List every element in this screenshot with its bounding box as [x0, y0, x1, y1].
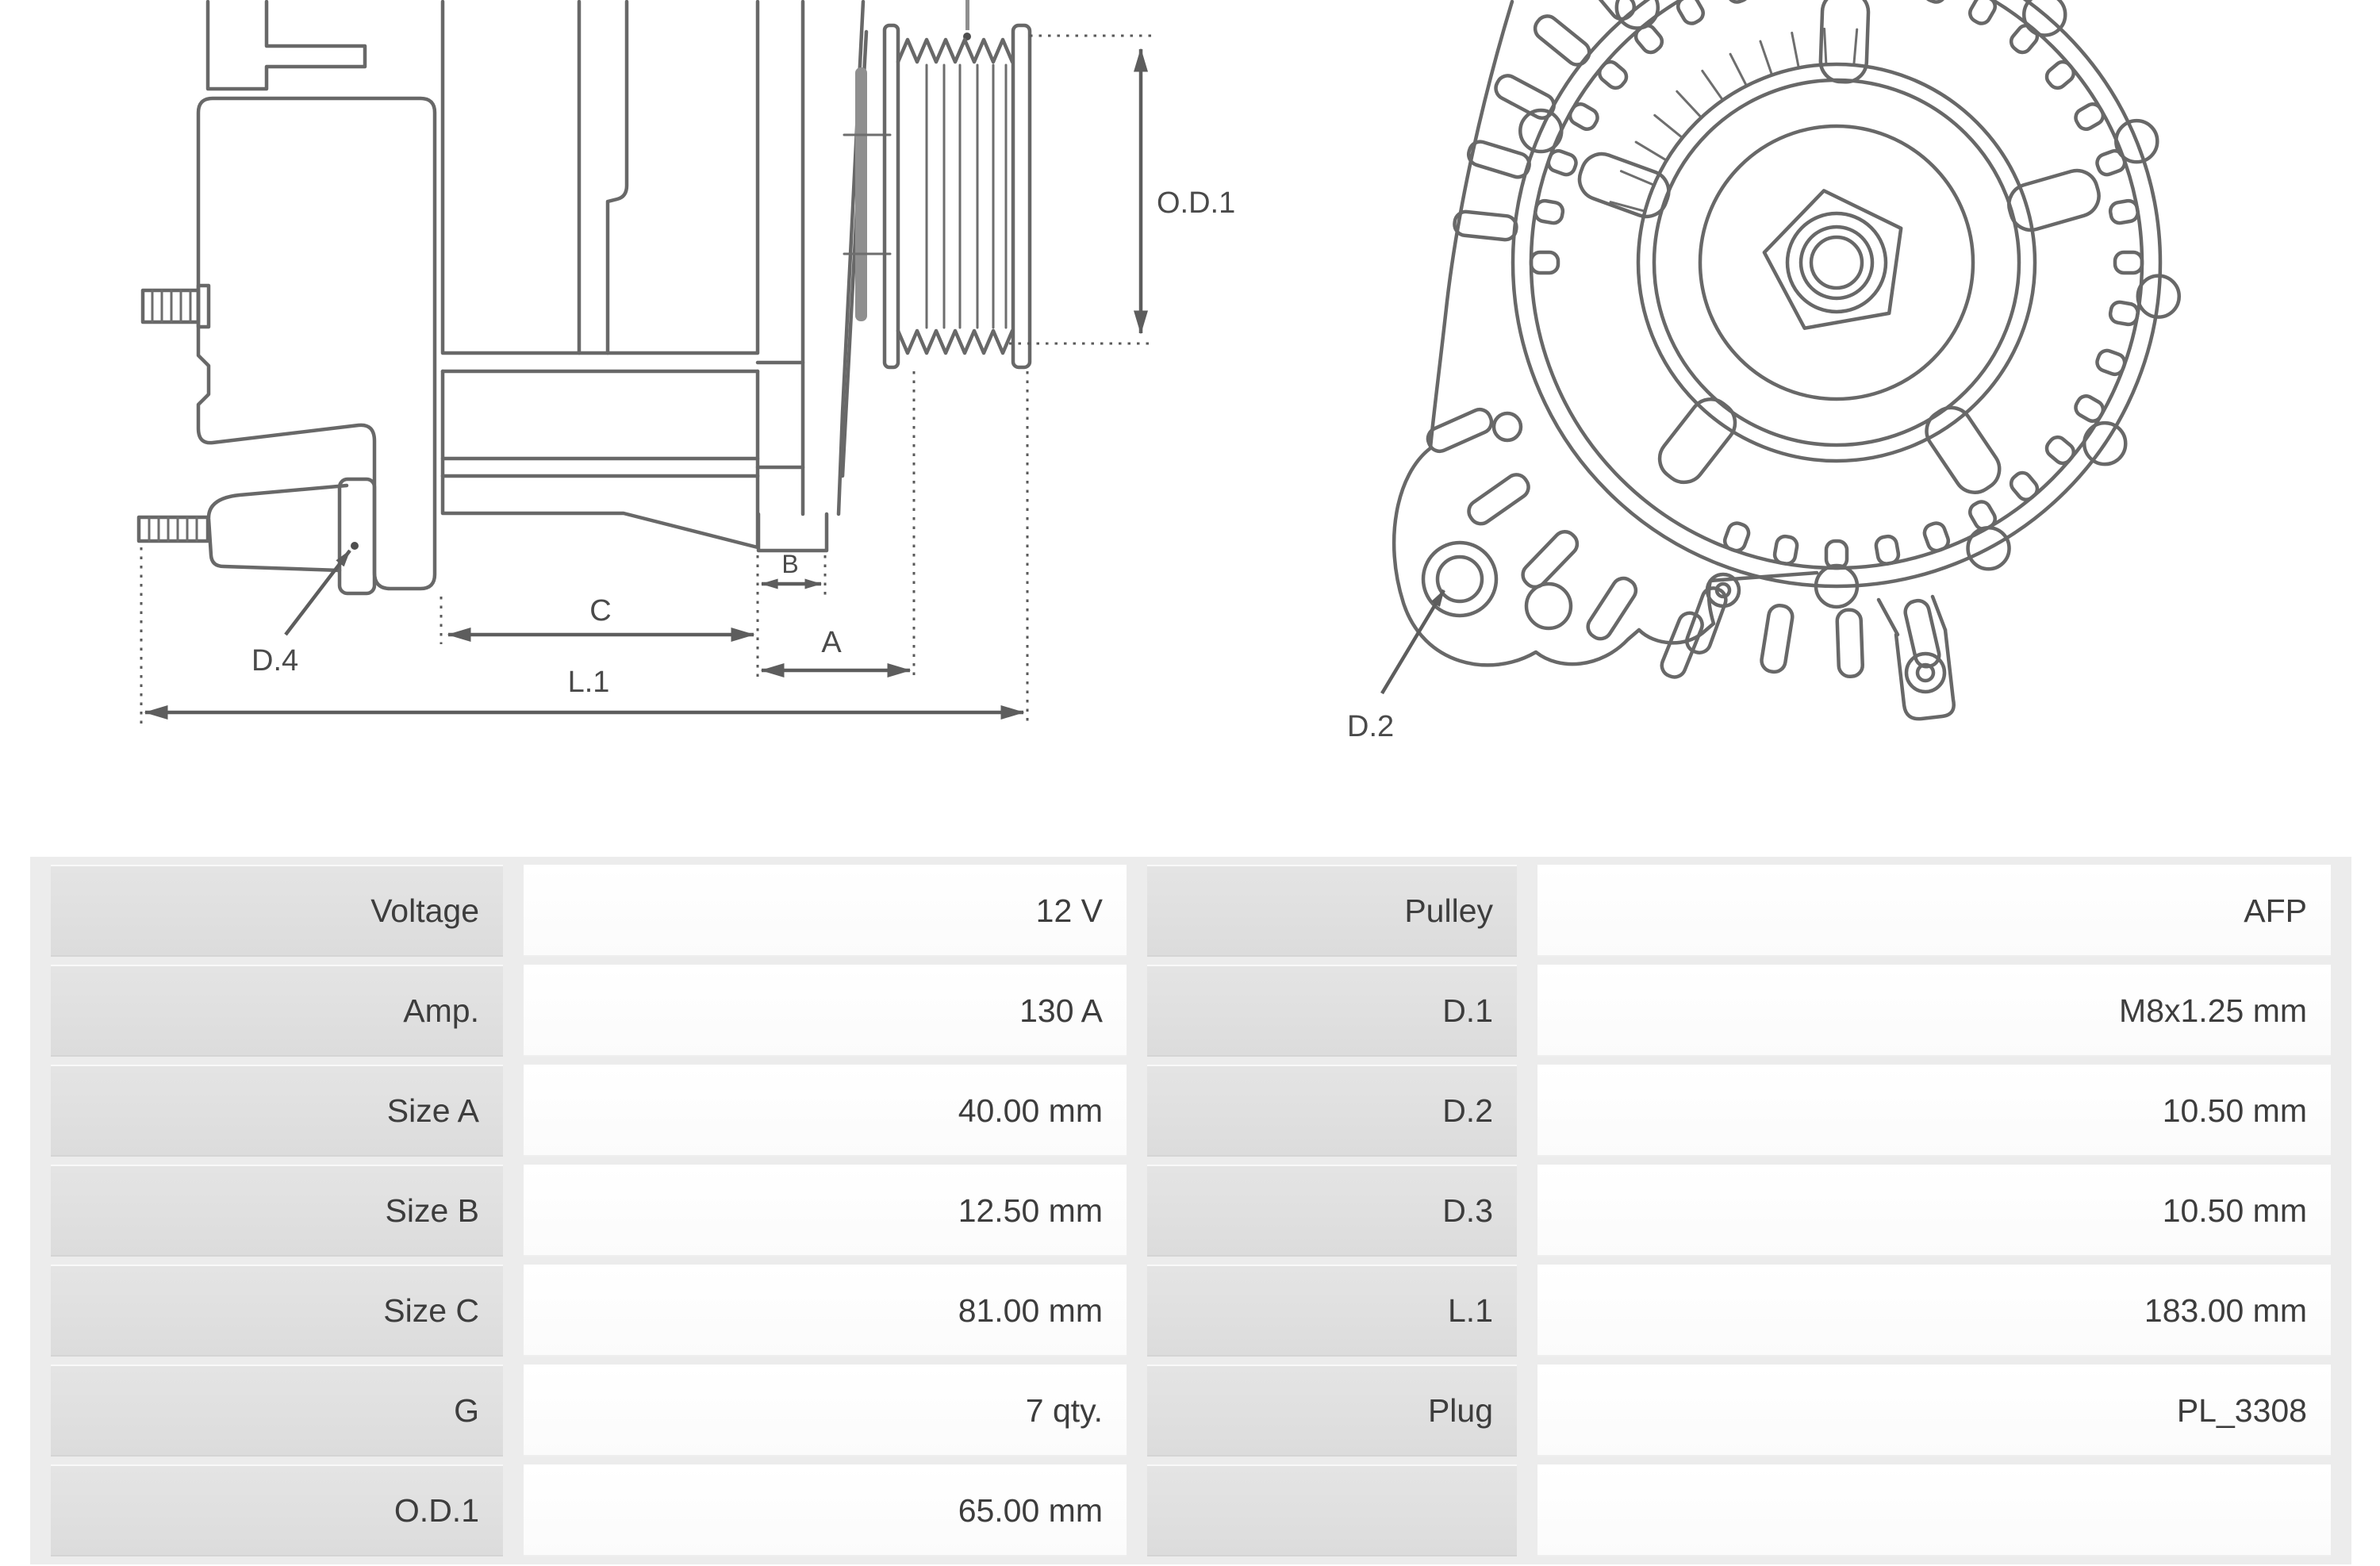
- small-hole-left: [1494, 413, 1521, 440]
- dim-label-l1: L.1: [567, 666, 610, 699]
- rim-tooth: [2008, 22, 2041, 56]
- rim-tooth: [1675, 0, 1706, 27]
- rim-tooth: [2044, 59, 2078, 92]
- spec-row: [51, 1165, 2331, 1257]
- pulley-spoke: [1820, 0, 1869, 83]
- mount-hole-d2-inner: [1438, 557, 1482, 601]
- dim-label-d2: D.2: [1347, 710, 1395, 743]
- spec-label-left-5: G: [51, 1364, 503, 1457]
- bracket-vent-slots: [1424, 0, 1941, 681]
- rim-tooth: [1722, 0, 1751, 5]
- rim-tooth: [1922, 0, 1951, 5]
- spec-label-right-4: L.1: [1147, 1265, 1517, 1357]
- rim-tooth: [1596, 59, 1630, 92]
- spec-label-left-4: Size C: [51, 1265, 503, 1357]
- spec-row: [51, 1265, 2331, 1357]
- spec-value-left-4: 81.00 mm: [524, 1265, 1127, 1357]
- rim-tooth: [1534, 199, 1564, 225]
- rim-tooth: [1875, 535, 1900, 565]
- spec-label-right-0: Pulley: [1147, 865, 1517, 957]
- spec-row: [51, 865, 2331, 957]
- vent-slot: [1659, 610, 1706, 681]
- vent-slot: [1492, 72, 1558, 122]
- rim-tooth: [2072, 101, 2106, 132]
- d4-leader-line: [286, 551, 350, 635]
- spec-row: [51, 965, 2331, 1057]
- pulley-front-inner: [1700, 126, 1973, 399]
- rim-tooth: [1967, 0, 1998, 27]
- rim-tooth: [2115, 252, 2142, 273]
- rim-scallops: [1520, 0, 2178, 607]
- spec-label-right-2: D.2: [1147, 1065, 1517, 1157]
- stator-fin-tick: [1636, 142, 1665, 159]
- spec-value-right-5: PL_3308: [1537, 1364, 2331, 1457]
- pulley-front-outer: [1638, 64, 2035, 461]
- spec-value-left-6: 65.00 mm: [524, 1464, 1127, 1556]
- pulley-spoke: [1574, 148, 1675, 222]
- spec-value-left-2: 40.00 mm: [524, 1065, 1127, 1157]
- spec-label-left-0: Voltage: [51, 865, 503, 957]
- stator-fin-tick: [1621, 171, 1653, 185]
- extension-lines: [141, 36, 1152, 724]
- dim-label-d4: D.4: [251, 644, 299, 677]
- rear-housing-outline: [198, 98, 435, 589]
- stator-body-outline: [443, 2, 803, 547]
- dim-label-a: A: [821, 626, 842, 659]
- rim-tooth: [2044, 434, 2078, 467]
- mounting-ear-outline: [209, 486, 347, 570]
- stator-fin-tick: [1730, 54, 1746, 84]
- vent-slot: [1583, 574, 1640, 643]
- vent-slot: [1453, 210, 1518, 240]
- connector-outline: [208, 2, 365, 89]
- specs-table: [30, 857, 2351, 1564]
- rim-tooth: [2109, 199, 2139, 225]
- shaft-nut: [1764, 190, 1901, 328]
- alternator-front-view-drawing: [1347, 0, 2179, 743]
- vent-slot: [1760, 604, 1795, 674]
- rim-tooth: [2072, 393, 2106, 424]
- shaft-centerline: [965, 0, 969, 30]
- pulley-spoke: [1652, 391, 1744, 491]
- vent-slot: [1464, 470, 1533, 528]
- stator-fin-tick: [1825, 29, 1826, 63]
- mount-hole-2: [1526, 584, 1571, 628]
- pulley-groove-bottom: [898, 331, 1012, 353]
- spec-row: [51, 1065, 2331, 1157]
- spec-label-left-3: Size B: [51, 1165, 503, 1257]
- terminal-stud-bottom: [139, 517, 208, 541]
- rim-tooth: [1922, 520, 1951, 553]
- rim-tooth: [2109, 301, 2139, 326]
- mounting-boss: [340, 479, 374, 593]
- spec-value-left-5: 7 qty.: [524, 1364, 1127, 1457]
- spec-label-left-2: Size A: [51, 1065, 503, 1157]
- vent-slot: [1837, 609, 1863, 677]
- rim-tooth: [2094, 148, 2127, 177]
- shaft-rod: [855, 67, 867, 321]
- rim-tooth: [1567, 101, 1600, 132]
- stator-fin-tick: [1792, 33, 1798, 66]
- pulley-spoke: [2004, 166, 2104, 235]
- d2-leader-line: [1382, 590, 1444, 693]
- terminal-stud-top: [143, 286, 209, 327]
- spec-label-left-6: O.D.1: [51, 1464, 503, 1556]
- stator-fin-tick: [1677, 91, 1700, 116]
- stator-fin-tick: [1655, 115, 1681, 136]
- spec-label-right-6: [1147, 1464, 1517, 1556]
- spec-value-right-1: M8x1.25 mm: [1537, 965, 2331, 1057]
- stator-fin-tick: [1854, 29, 1857, 63]
- rim-tooth: [2094, 348, 2127, 377]
- stator-fin-tick: [1702, 71, 1722, 98]
- pulley-groove-top: [898, 40, 1012, 62]
- spec-row: [51, 1464, 2331, 1556]
- rim-tooth: [1546, 148, 1579, 177]
- spec-row: [51, 1364, 2331, 1457]
- spec-label-right-3: D.3: [1147, 1165, 1517, 1257]
- spec-value-left-0: 12 V: [524, 865, 1127, 957]
- specs-section: [30, 857, 2351, 1564]
- pulley-front-mid: [1654, 80, 2019, 445]
- rim-tooth: [1722, 520, 1751, 553]
- rim-scallop: [1617, 0, 1658, 28]
- dim-label-c: C: [589, 594, 612, 628]
- d4-leader-dot: [351, 542, 359, 550]
- spec-value-right-2: 10.50 mm: [1537, 1065, 2331, 1157]
- pulley-side-outline: [885, 25, 1030, 367]
- spec-value-right-6: [1537, 1464, 2331, 1556]
- spec-value-left-1: 130 A: [524, 965, 1127, 1057]
- rim-tooth: [1531, 252, 1558, 273]
- vent-slot: [1530, 12, 1593, 69]
- rim-tooth: [1773, 535, 1798, 565]
- spec-label-right-1: D.1: [1147, 965, 1517, 1057]
- spec-value-right-3: 10.50 mm: [1537, 1165, 2331, 1257]
- rim-tooth: [2008, 470, 2041, 504]
- spec-label-right-5: Plug: [1147, 1364, 1517, 1457]
- spec-label-left-1: Amp.: [51, 965, 503, 1057]
- spec-value-right-4: 183.00 mm: [1537, 1265, 2331, 1357]
- stator-fin-tick: [1760, 41, 1772, 74]
- alternator-side-view-drawing: [139, 0, 1235, 724]
- spec-value-right-0: AFP: [1537, 865, 2331, 957]
- vent-slot: [1518, 527, 1582, 591]
- spec-value-left-3: 12.50 mm: [524, 1165, 1127, 1257]
- dim-label-b: B: [781, 550, 799, 578]
- dim-label-od1: O.D.1: [1157, 186, 1236, 220]
